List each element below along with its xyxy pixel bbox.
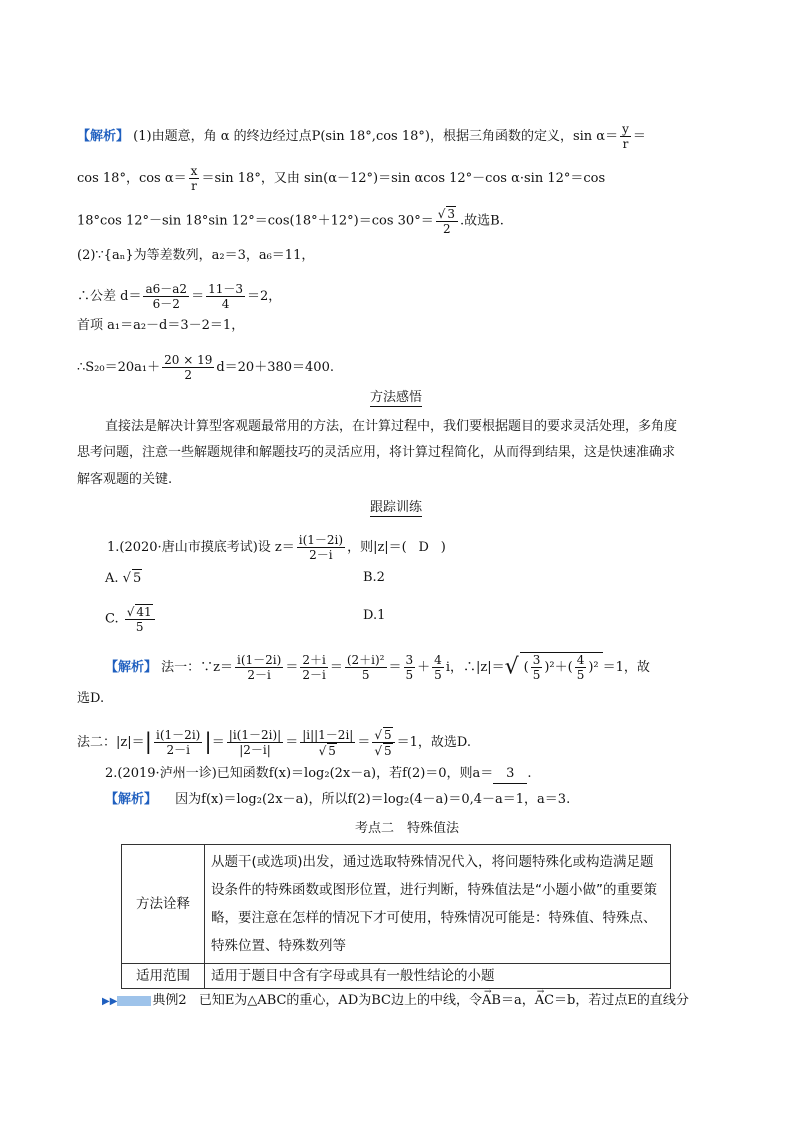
- fraction: $\frac{y}{r}$: [622, 122, 629, 151]
- solution-q2: 【解析】 因为f(x)＝log₂(2x－a)，所以f(2)＝log₂(4－a)＝0,4－a＝1，a＝3.: [105, 792, 571, 807]
- fraction: $\frac{20 \times 19}{2}$: [164, 353, 213, 382]
- option-b: B.2: [363, 570, 385, 585]
- solution-q1-method-2: 法二：|z|＝| $\frac{i(1-2i)}{2-i}$ |＝ $\frac{|i(1-2i)|}{|2-i|}$ ＝ $\frac{|i||1-2i|}{√ 5}$ ＝ $\frac{√ 5}{√ 5}$ ＝1，故选D.: [77, 727, 472, 758]
- marker-bar: [117, 996, 151, 1006]
- table-cell: 适用于题目中含有字母或具有一般性结论的小题: [205, 964, 671, 989]
- answer-choice: D: [418, 540, 429, 555]
- solution-q1-line-2: 选D.: [77, 691, 105, 706]
- analysis-tag: 【解析】: [105, 792, 158, 807]
- method-text-2: 思考问题，注意一些解题规律和解题技巧的灵活应用，将计算过程简化，从而得到结果，这是快速准确求: [77, 445, 676, 460]
- solution-1-line-3: 18°cos 12°－sin 18°sin 12°＝cos(18°＋12°)＝cos 30°＝ $\frac{√ 3}{2}$ .故选B.: [77, 207, 504, 236]
- vector-ab: → AB: [482, 992, 501, 1010]
- fraction: $\frac{√ 3}{2}$: [436, 206, 458, 236]
- table-row: [122, 964, 671, 989]
- fraction: $\frac{x}{r}$: [190, 164, 198, 193]
- solution-2-line-1: (2)∵{aₙ}为等差数列，a₂＝3，a₆＝11，: [77, 248, 315, 263]
- option-d: D.1: [363, 608, 386, 623]
- table-cell: 从题干(或选项)出发，通过选取特殊情况代入，将问题特殊化或构造满足题设条件的特殊函数或图形位置，进行判断，特殊值法是“小题小做”的重要策略，要注意在怎样的情况下才可使用，特殊情况可能是：特殊值、特殊点、特殊位置、特殊数列等: [205, 845, 671, 964]
- example-label: 典例2: [152, 993, 187, 1008]
- option-c: C. $\frac{√ 41}{5}$: [105, 604, 157, 634]
- table-header-cell: 方法诠释: [122, 845, 205, 964]
- example-line: ▶▶ 典例2 已知E为△ABC的重心，AD为BC边上的中线，令→ AB＝a，→ AC＝b，若过点E的直线分: [102, 992, 689, 1011]
- method-text-3: 解客观题的关键.: [77, 472, 173, 487]
- section-heading-method: 方法感悟: [370, 390, 423, 405]
- method-table: [121, 844, 671, 989]
- double-arrow-icon: ▶▶: [102, 996, 118, 1007]
- solution-2-line-2: ∴公差 d＝ $\frac{a6-a2}{6-2}$ ＝ $\frac{11-3}{4}$ ＝2，: [77, 282, 282, 311]
- analysis-tag: 【解析】: [77, 129, 130, 144]
- fraction: $\frac{11-3}{4}$: [208, 282, 243, 311]
- solution-q1-method-1: 【解析】 法一：∵z＝ $\frac{i(1-2i)}{2-i}$ ＝ $\frac{2+i}{2-i}$ ＝ $\frac{\text{(2＋i)²}}{5}$ ＝ $\frac{3}{5}$ ＋ $\frac{4}{5}$ i，∴|z|＝√ ( $\frac{3}{5}$ )²＋( $\frac{4}{5}$ )² ＝1，故: [105, 653, 650, 682]
- answer-blank: 3: [493, 765, 527, 784]
- fraction: $\frac{a6-a2}{6-2}$: [145, 282, 188, 311]
- analysis-tag: 【解析】: [105, 660, 158, 675]
- topic-heading: 考点二 特殊值法: [355, 821, 460, 836]
- table-row: [122, 845, 671, 964]
- fraction: $\frac{i(1-2i)}{2-i}$: [298, 533, 344, 562]
- question-2-stem: 2.(2019·泸州一诊)已知函数f(x)＝log₂(2x－a)，若f(2)＝0，则a＝ 3 .: [105, 765, 531, 784]
- solution-1-line-2: cos 18°，cos α＝ $\frac{x}{r}$ ＝sin 18°，又由 sin(α－12°)＝sin αcos 12°－cos α·sin 12°＝cos: [77, 164, 606, 193]
- section-heading-practice: 跟踪训练: [370, 500, 423, 515]
- vector-ac: → AC: [535, 992, 554, 1010]
- method-text-1: 直接法是解决计算型客观题最常用的方法，在计算过程中，我们要根据题目的要求灵活处理，多角度: [105, 419, 678, 434]
- solution-2-line-4: ∴S₂₀＝20a₁＋ $\frac{20 \times 19}{2}$ d＝20＋380＝400.: [77, 353, 334, 382]
- question-1-stem: 1.(2020·唐山市摸底考试)设 z＝ $\frac{i(1-2i)}{2-i}$ ，则|z|＝( D ): [107, 533, 446, 562]
- solution-1-line-1: 【解析】 (1)由题意，角 α 的终边经过点P(sin 18°,cos 18°)，根据三角函数的定义，sin α＝ $\frac{y}{r}$ ＝: [77, 122, 646, 151]
- table-header-cell: 适用范围: [122, 964, 205, 989]
- solution-2-line-3: 首项 a₁＝a₂－d＝3－2＝1，: [77, 318, 245, 333]
- option-a: A. √ 5: [105, 571, 142, 586]
